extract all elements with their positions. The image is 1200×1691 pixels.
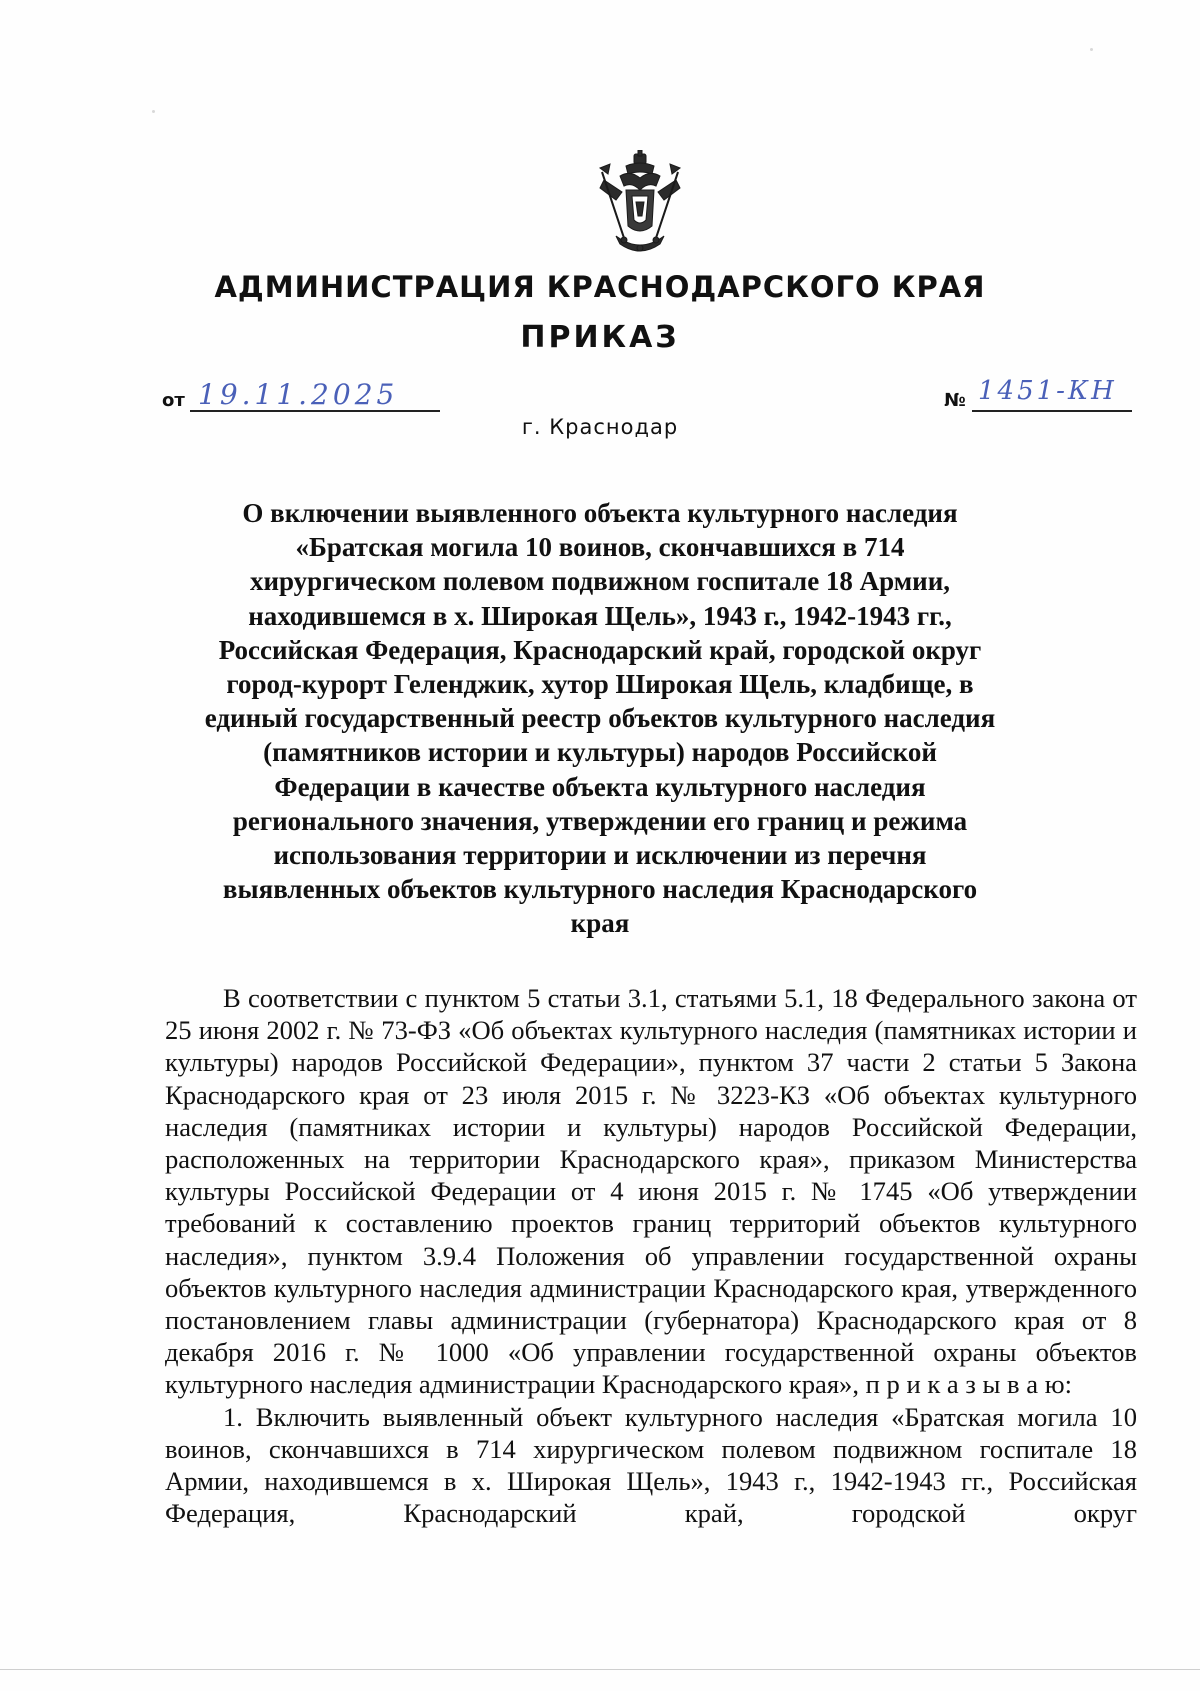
page-bottom-edge: [0, 1669, 1200, 1670]
scan-speck: [1090, 48, 1093, 51]
scan-speck: [152, 110, 155, 113]
date-field: [162, 378, 442, 418]
preamble-paragraph: В соответствии с пунктом 5 статьи 3.1, статьями 5.1, 18 Федерального закона от 25 июня 2002 г. № 73-ФЗ «Об объектах культурного наследия (памятниках истории и культуры) народов Российской Федерации», пунктом 37 части 2 статьи 5 Закона Краснодарского края от 23 июля 2015 г. № 3223-КЗ «Об объектах культурного наследия (памятниках истории и культуры) народов Российской Федерации, расположенных на территории Краснодарского края», приказом Министерства культуры Российской Федерации от 4 июня 2015 г. № 1745 «Об утверждении требований к составлению проектов границ территорий объектов культурного наследия», пунктом 3.9.4 Положения об управлении государственной охраны объектов культурного наследия администрации Краснодарского края, утвержденного постановлением главы администрации (губернатора) Краснодарского края от 8 декабря 2016 г. № 1000 «Об управлении государственной охраны объектов культурного наследия администрации Краснодарского края», п р и к а з ы в а ю:: [165, 983, 1137, 1400]
number-label: №: [944, 390, 966, 411]
document-title: О включении выявленного объекта культурного наследия «Братская могила 10 воинов, скончавшихся в 714 хирургическом полевом подвижном госпитале 18 Армии, находившемся в х. Широкая Щель», 1943 г., 1942-1943 гг., Российская Федерация, Краснодарский край, городской округ город-курорт Геленджик, хутор Широкая Щель, кладбище, в единый государственный реестр объектов культурного наследия (памятников истории и культуры) народов Российской Федерации в качестве объекта культурного наследия регионального значения, утверждении его границ и режима использования территории и исключении из перечня выявленных объектов культурного наследия Краснодарского края: [204, 498, 996, 939]
number-field: [944, 376, 1134, 416]
number-handwritten: 1451-КН: [978, 376, 1117, 406]
number-underline: [972, 410, 1132, 412]
date-handwritten: 19.11.2025: [198, 378, 399, 411]
organization-name: АДМИНИСТРАЦИЯ КРАСНОДАРСКОГО КРАЯ: [214, 270, 986, 304]
coat-of-arms-emblem: [596, 150, 684, 258]
city: г. Краснодар: [521, 415, 679, 439]
document-body: [165, 982, 1137, 1529]
date-label: от: [162, 390, 185, 411]
item-1-paragraph: 1. Включить выявленный объект культурного наследия «Братская могила 10 воинов, скончавшихся в 714 хирургическом полевом подвижном госпитале 18 Армии, находившемся в х. Широкая Щель», 1943 г., 1942-1943 гг., Российская Федерация, Краснодарский край, городской округ: [165, 1401, 1137, 1529]
document-type: ПРИКАЗ: [520, 320, 680, 355]
